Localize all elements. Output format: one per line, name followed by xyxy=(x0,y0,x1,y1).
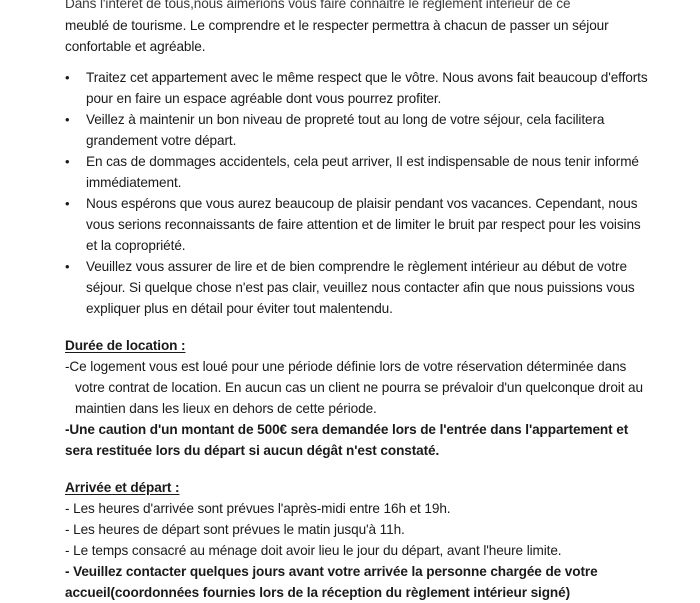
list-item: • Nous espérons que vous aurez beaucoup de plaisir pendant vos vacances. Cependant, nous vous serions reconnaissants de faire attention et de limiter le bruit par respect pour les voisins et la copropriété. xyxy=(65,193,655,256)
spacer xyxy=(65,461,655,477)
section-heading-arrivee: Arrivée et départ : xyxy=(65,480,180,495)
arrivee-contact-text: - Veuillez contacter quelques jours avant votre arrivée la personne chargée de votre accueil(coordonnées fournies lors de la réception du règlement intérieur signé) xyxy=(65,564,598,600)
arrivee-line: - Les heures de départ sont prévues le matin jusqu'à 11h. xyxy=(65,522,405,537)
intro-paragraph: meublé de tourisme. Le comprendre et le respecter permettra à chacun de passer un séjour confortable et agréable. xyxy=(65,18,609,54)
duree-caution-text: -Une caution d'un montant de 500€ sera demandée lors de l'entrée dans l'appartement et sera restituée lors du départ si aucun dégât n'est constaté. xyxy=(65,422,629,458)
duree-lead-paragraph: -Ce logement vous est loué pour une période définie lors de votre réservation déterminée dans votre contrat de location. En aucun cas un client ne pourra se prévaloir d'un quelconque droit au maintien dans les lieux en dehors de cette période. xyxy=(65,359,643,416)
house-rules-bullet-list xyxy=(65,67,655,319)
section-arrivee-et-depart xyxy=(65,477,655,603)
list-item: • Traitez cet appartement avec le même respect que le vôtre. Nous avons fait beaucoup d'efforts pour en faire un espace agréable dont vous pourrez profiter. xyxy=(65,67,655,109)
clipped-first-line: Dans l'intérêt de tous,nous aimerions vous faire connaitre le règlement intérieur de ce xyxy=(65,0,571,11)
spacer xyxy=(65,57,655,67)
list-item: • Veillez à maintenir un bon niveau de propreté tout au long de votre séjour, cela facilitera grandement votre départ. xyxy=(65,109,655,151)
arrivee-line: - Le temps consacré au ménage doit avoir lieu le jour du départ, avant l'heure limite. xyxy=(65,543,562,558)
spacer xyxy=(65,319,655,335)
section-duree-de-location xyxy=(65,335,655,461)
list-item: • Veuillez vous assurer de lire et de bien comprendre le règlement intérieur au début de votre séjour. Si quelque chose n'est pas clair, veuillez nous contacter afin que nous puissions vous expliquer plus en détail pour éviter tout malentendu. xyxy=(65,256,655,319)
section-heading-duree: Durée de location : xyxy=(65,338,186,353)
arrivee-line: - Les heures d'arrivée sont prévues l'après-midi entre 16h et 19h. xyxy=(65,501,451,516)
document-body xyxy=(65,0,655,603)
list-item: • En cas de dommages accidentels, cela peut arriver, Il est indispensable de nous tenir informé immédiatement. xyxy=(65,151,655,193)
